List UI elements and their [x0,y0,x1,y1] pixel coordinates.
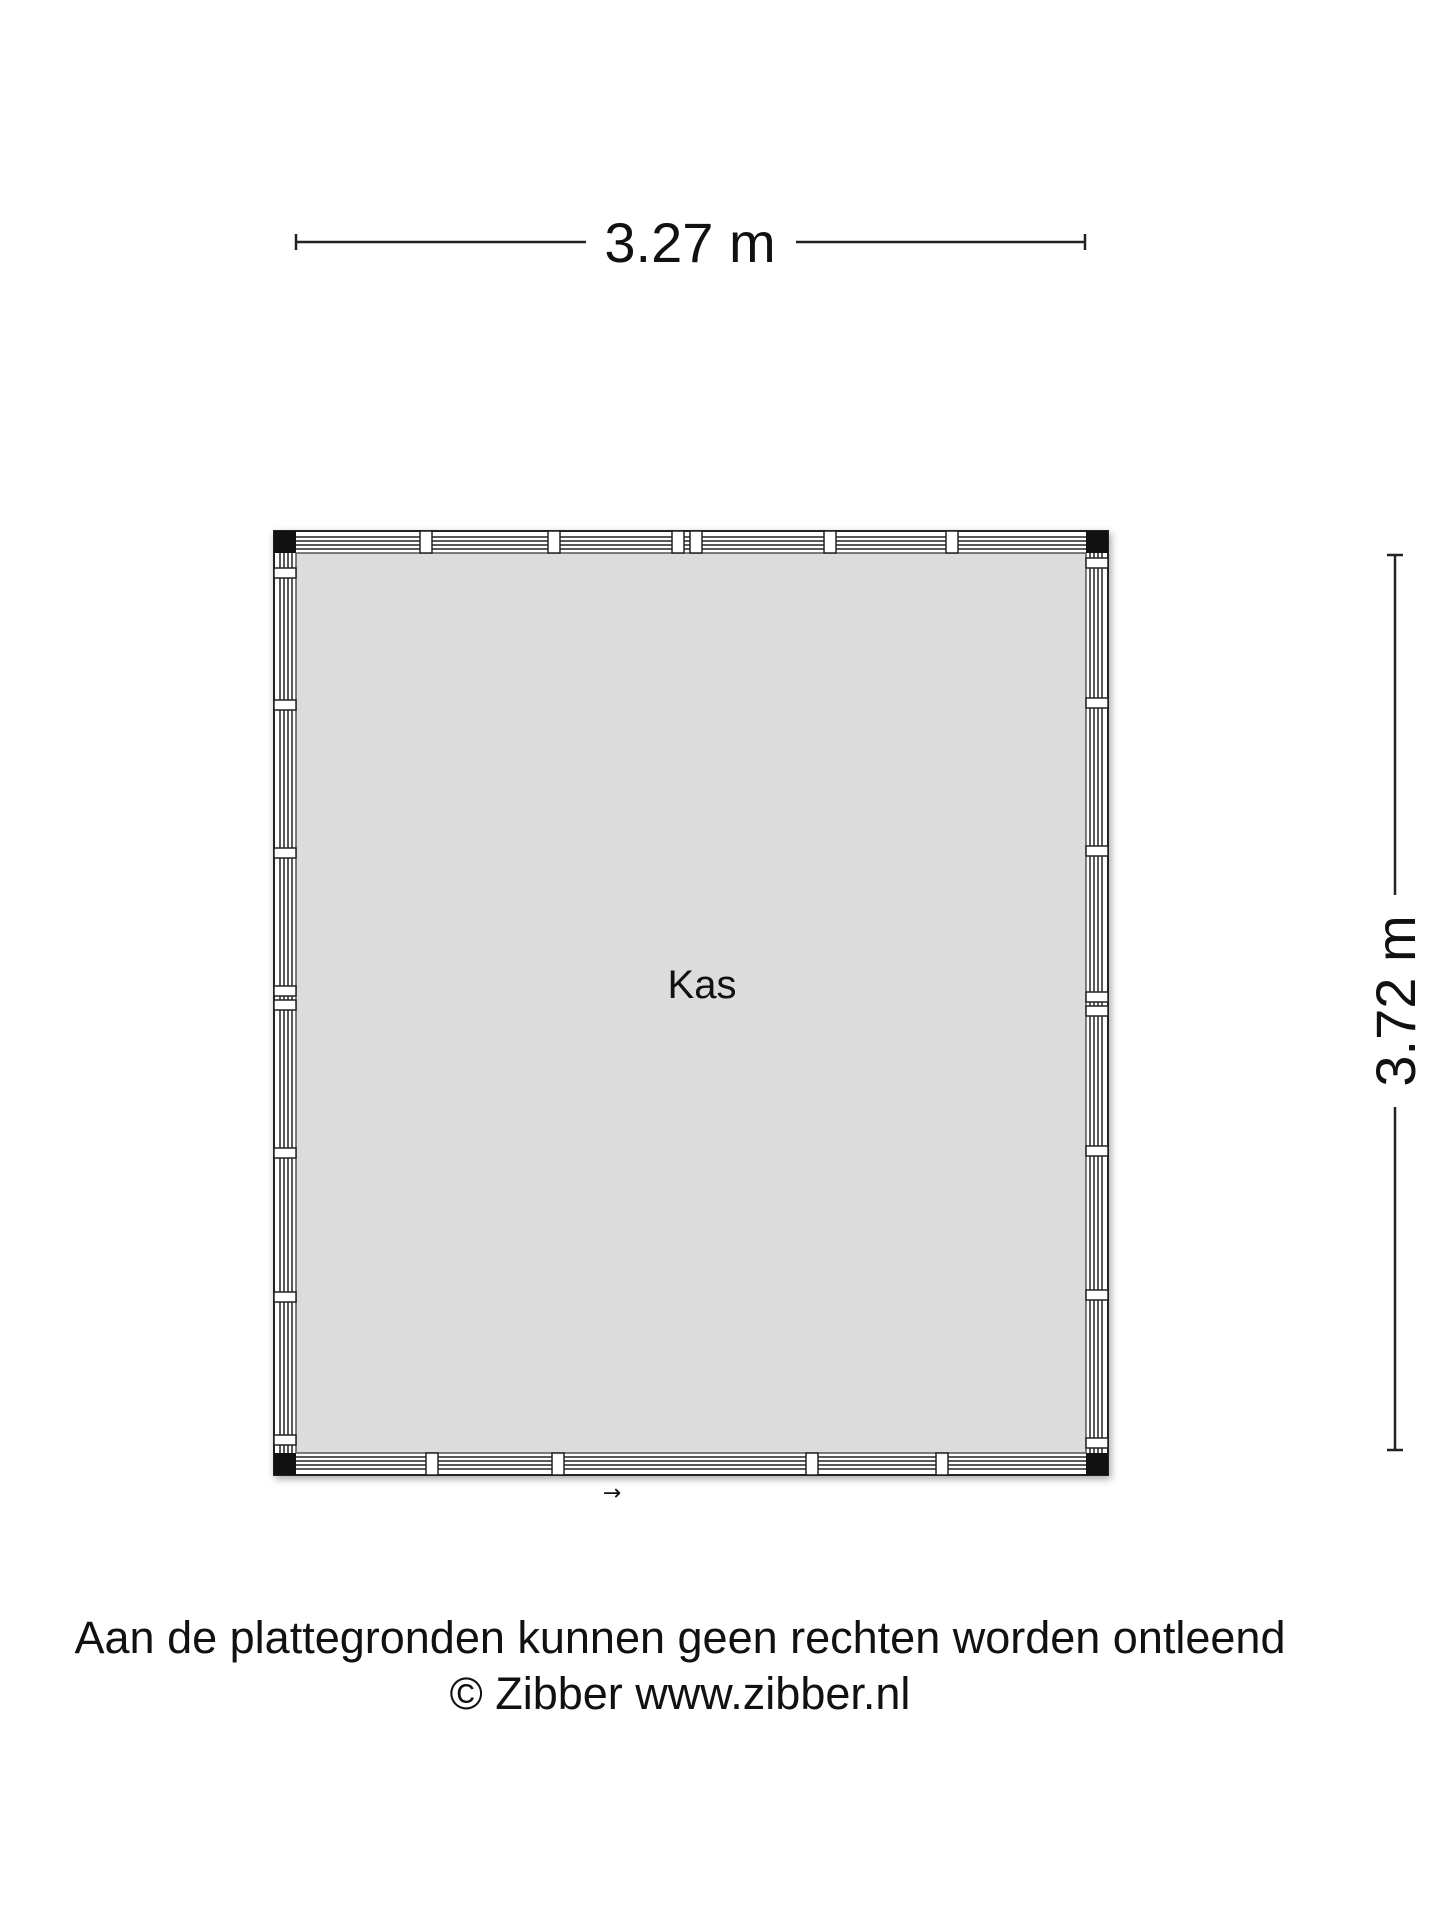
height-dimension [1364,555,1427,1450]
width-label: 3.27 m [604,211,776,274]
height-label: 3.72 m [1364,915,1427,1087]
footer-disclaimer [0,1610,1360,1722]
entrance-arrow-icon: → [602,1481,622,1506]
disclaimer-text: Aan de plattegronden kunnen geen rechten worden ontleend [74,1612,1286,1663]
copyright-text: © Zibber www.zibber.nl [449,1668,911,1719]
width-dimension [296,211,1085,274]
room-label: Kas [667,963,737,1007]
